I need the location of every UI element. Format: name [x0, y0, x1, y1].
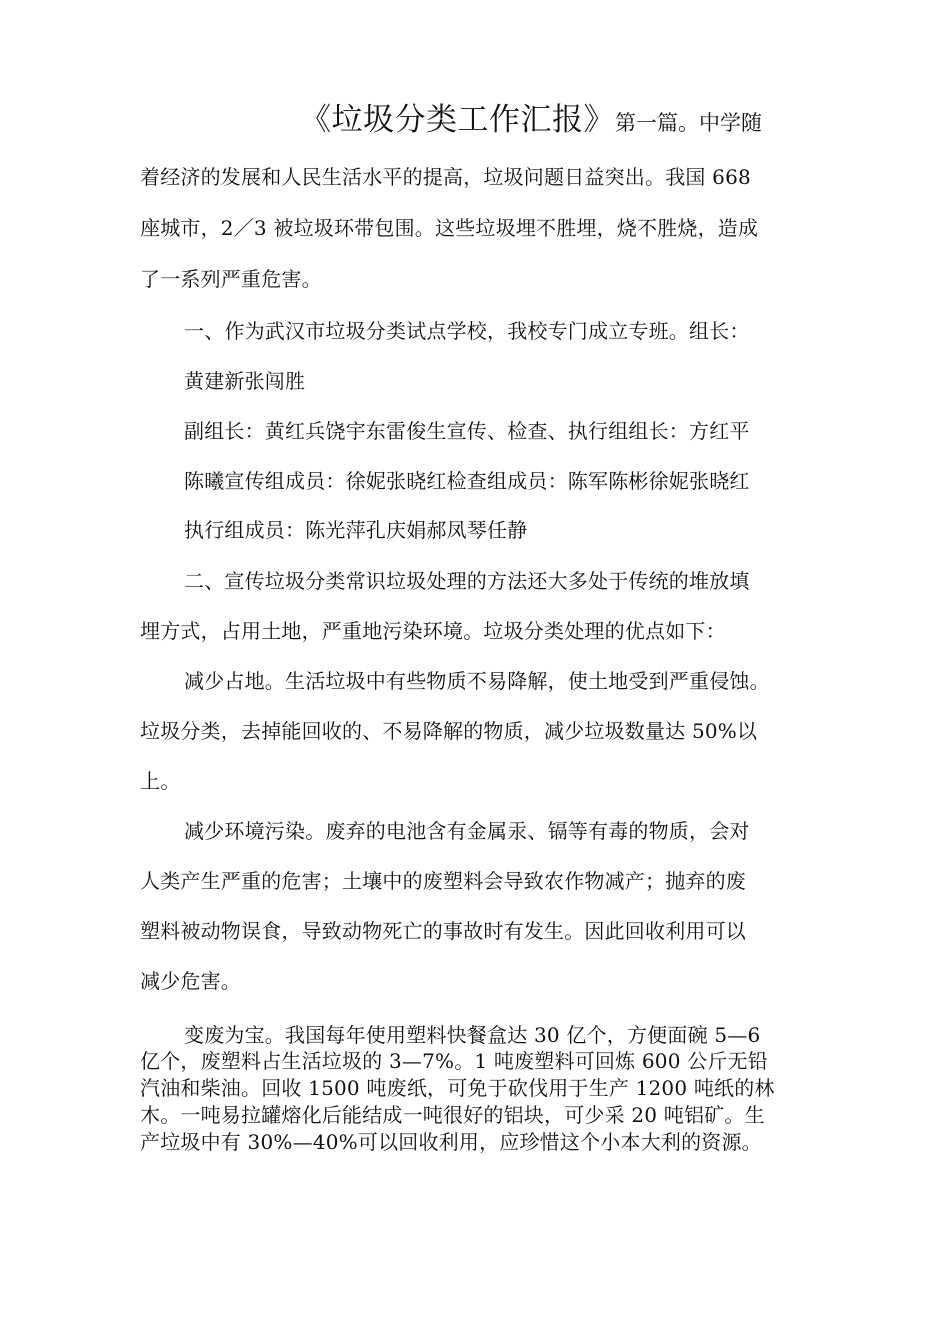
text-line: 了一系列严重危害。	[140, 267, 322, 291]
text-line: 上。	[140, 769, 181, 793]
text-line: 着经济的发展和人民生活水平的提高，垃圾问题日益突出。我国 668	[140, 165, 751, 189]
text-line: 埋方式，占用土地，严重地污染环境。垃圾分类处理的优点如下：	[140, 619, 726, 643]
text-line: 人类产生严重的危害；土壤中的废塑料会导致农作物减产；抛弃的废	[140, 869, 746, 893]
text-line: 亿个，废塑料占生活垃圾的 3—7%。1 吨废塑料可回炼 600 公斤无铅	[140, 1049, 768, 1073]
text-line: 变废为宝。我国每年使用塑料快餐盒达 30 亿个，方便面碗 5—6	[184, 1023, 761, 1047]
text-line: 垃圾分类，去掉能回收的、不易降解的物质，减少垃圾数量达 50%以	[140, 719, 758, 743]
text-line: 执行组成员：陈光萍孔庆娟郝凤琴任静	[184, 518, 528, 542]
text-line: 塑料被动物误食，导致动物死亡的事故时有发生。因此回收利用可以	[140, 919, 746, 943]
text-line: 副组长：黄红兵饶宇东雷俊生宣传、检查、执行组组长：方红平	[184, 419, 750, 443]
text-line: 座城市，2／3 被垃圾环带包围。这些垃圾埋不胜埋，烧不胜烧，造成	[140, 216, 759, 240]
document-title-line	[300, 100, 762, 143]
document-title-suffix: 第一篇。中学随	[615, 111, 762, 135]
document-title: 《垃圾分类工作汇报》	[300, 102, 615, 138]
text-line: 二、宣传垃圾分类常识垃圾处理的方法还大多处于传统的堆放填	[184, 569, 750, 593]
text-line: 汽油和柴油。回收 1500 吨废纸，可免于砍伐用于生产 1200 吨纸的林	[140, 1076, 775, 1100]
text-line: 木。一吨易拉罐熔化后能结成一吨很好的铝块，可少采 20 吨铝矿。生	[140, 1103, 765, 1127]
text-line: 减少占地。生活垃圾中有些物质不易降解，使土地受到严重侵蚀。	[184, 669, 770, 693]
text-line: 陈曦宣传组成员：徐妮张晓红检查组成员：陈军陈彬徐妮张晓红	[184, 469, 750, 493]
text-line: 产垃圾中有 30%—40%可以回收利用，应珍惜这个小本大利的资源。	[140, 1130, 762, 1154]
text-line: 一、作为武汉市垃圾分类试点学校，我校专门成立专班。组长：	[184, 319, 750, 343]
text-line: 减少危害。	[140, 969, 241, 993]
text-line: 黄建新张闯胜	[184, 369, 306, 393]
text-line: 减少环境污染。废弃的电池含有金属汞、镉等有毒的物质，会对	[184, 819, 750, 843]
